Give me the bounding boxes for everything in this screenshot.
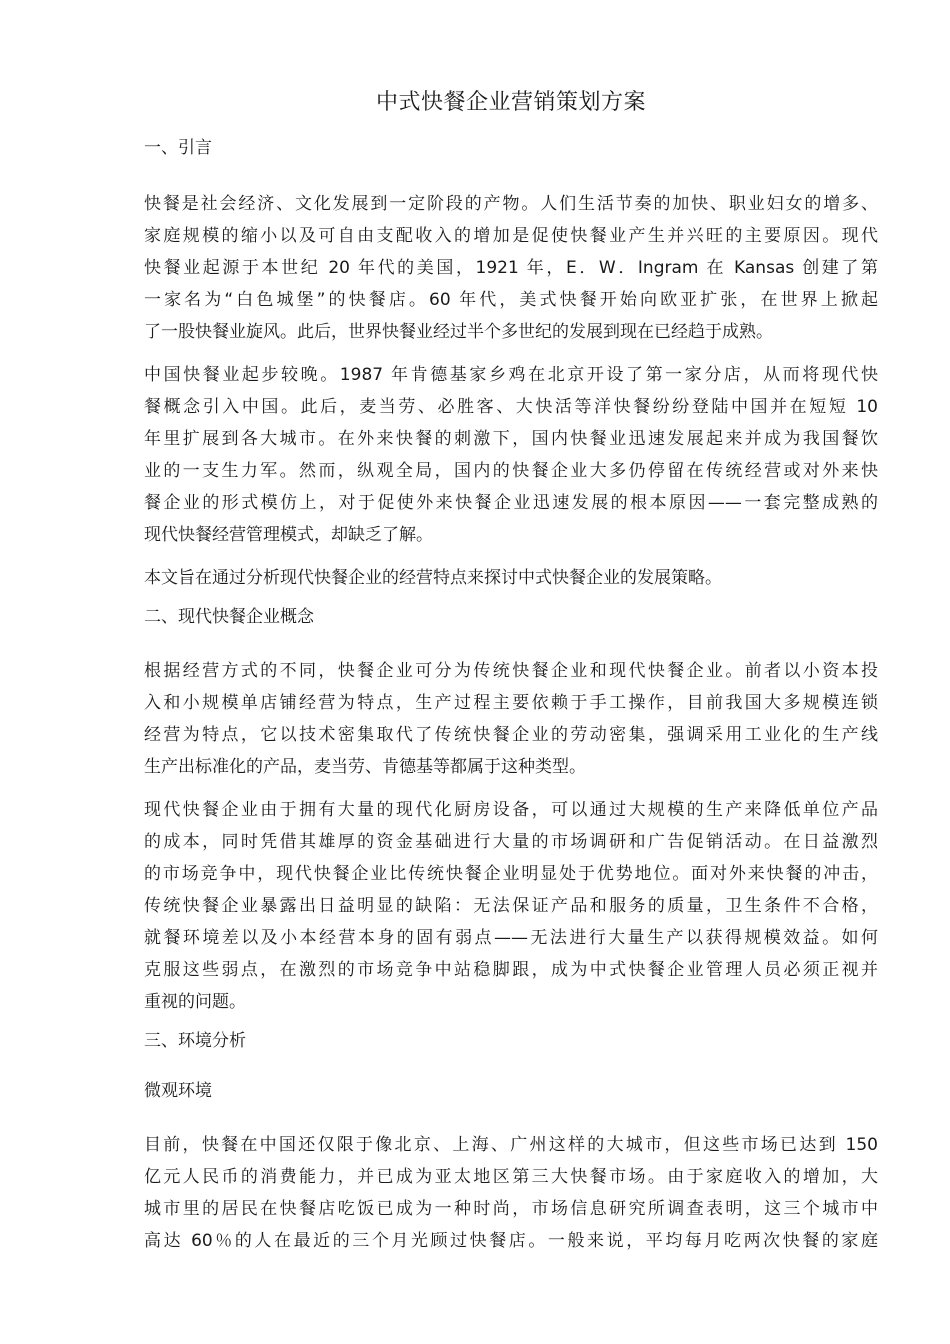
section-heading-environment: 三、环境分析	[144, 1031, 246, 1051]
text-line: 中国快餐业起步较晚。1987 年肯德基家乡鸡在北京开设了第一家分店，从而将现代快	[144, 365, 878, 385]
section-heading-introduction: 一、引言	[144, 138, 212, 158]
document-title: 中式快餐企业营销策划方案	[375, 90, 646, 115]
paragraph	[144, 1129, 878, 1257]
text-line: 了一股快餐业旋风。此后，世界快餐业经过半个多世纪的发展到现在已经趋于成熟。	[144, 322, 773, 342]
text-line: 根据经营方式的不同，快餐企业可分为传统快餐企业和现代快餐企业。前者以小资本投	[144, 661, 878, 681]
text-line: 现代快餐企业由于拥有大量的现代化厨房设备，可以通过大规模的生产来降低单位产品	[144, 800, 878, 820]
text-line: 本文旨在通过分析现代快餐企业的经营特点来探讨中式快餐企业的发展策略。	[144, 568, 722, 588]
text-line: 重视的问题。	[144, 992, 246, 1012]
subheading-micro-environment: 微观环境	[144, 1081, 212, 1101]
section-heading-concept: 二、现代快餐企业概念	[144, 607, 314, 627]
text-line: 餐企业的形式模仿上，对于促使外来快餐企业迅速发展的根本原因——一套完整成熟的	[144, 493, 878, 513]
text-line: 经营为特点，它以技术密集取代了传统快餐企业的劳动密集，强调采用工业化的生产线	[144, 725, 878, 745]
paragraph	[144, 794, 878, 1018]
text-line: 城市里的居民在快餐店吃饭已成为一种时尚，市场信息研究所调查表明，这三个城市中	[144, 1199, 878, 1219]
paragraph	[144, 359, 878, 551]
text-line: 快餐业起源于本世纪 20 年代的美国，1921 年，E．W．Ingram 在 Kansas 创建了第	[144, 258, 878, 278]
text-line: 高达 60％的人在最近的三个月光顾过快餐店。一般来说，平均每月吃两次快餐的家庭	[144, 1231, 878, 1251]
text-line: 的成本，同时凭借其雄厚的资金基础进行大量的市场调研和广告促销活动。在日益激烈	[144, 832, 878, 852]
text-line: 餐概念引入中国。此后，麦当劳、必胜客、大快活等洋快餐纷纷登陆中国并在短短 10	[144, 397, 878, 417]
text-line: 现代快餐经营管理模式，却缺乏了解。	[144, 525, 433, 545]
text-line: 目前，快餐在中国还仅限于像北京、上海、广州这样的大城市，但这些市场已达到 150	[144, 1135, 878, 1155]
text-line: 一家名为“白色城堡”的快餐店。60 年代，美式快餐开始向欧亚扩张，在世界上掀起	[144, 290, 878, 310]
text-line: 入和小规模单店铺经营为特点，生产过程主要依赖于手工操作，目前我国大多规模连锁	[144, 693, 878, 713]
text-line: 年里扩展到各大城市。在外来快餐的刺激下，国内快餐业迅速发展起来并成为我国餐饮	[144, 429, 878, 449]
paragraph	[144, 188, 878, 348]
paragraph	[144, 655, 878, 783]
text-line: 的市场竞争中，现代快餐企业比传统快餐企业明显处于优势地位。面对外来快餐的冲击，	[144, 864, 878, 884]
text-line: 生产出标准化的产品，麦当劳、肯德基等都属于这种类型。	[144, 757, 586, 777]
text-line: 业的一支生力军。然而，纵观全局，国内的快餐企业大多仍停留在传统经营或对外来快	[144, 461, 878, 481]
text-line: 快餐是社会经济、文化发展到一定阶段的产物。人们生活节奏的加快、职业妇女的增多、	[144, 194, 878, 214]
text-line: 家庭规模的缩小以及可自由支配收入的增加是促使快餐业产生并兴旺的主要原因。现代	[144, 226, 878, 246]
text-line: 就餐环境差以及小本经营本身的固有弱点——无法进行大量生产以获得规模效益。如何	[144, 928, 878, 948]
document-page	[144, 86, 878, 1268]
paragraph	[144, 562, 878, 594]
text-line: 克服这些弱点，在激烈的市场竞争中站稳脚跟，成为中式快餐企业管理人员必须正视并	[144, 960, 878, 980]
text-line: 传统快餐企业暴露出日益明显的缺陷：无法保证产品和服务的质量，卫生条件不合格，	[144, 896, 878, 916]
text-line: 亿元人民币的消费能力，并已成为亚太地区第三大快餐市场。由于家庭收入的增加，大	[144, 1167, 878, 1187]
